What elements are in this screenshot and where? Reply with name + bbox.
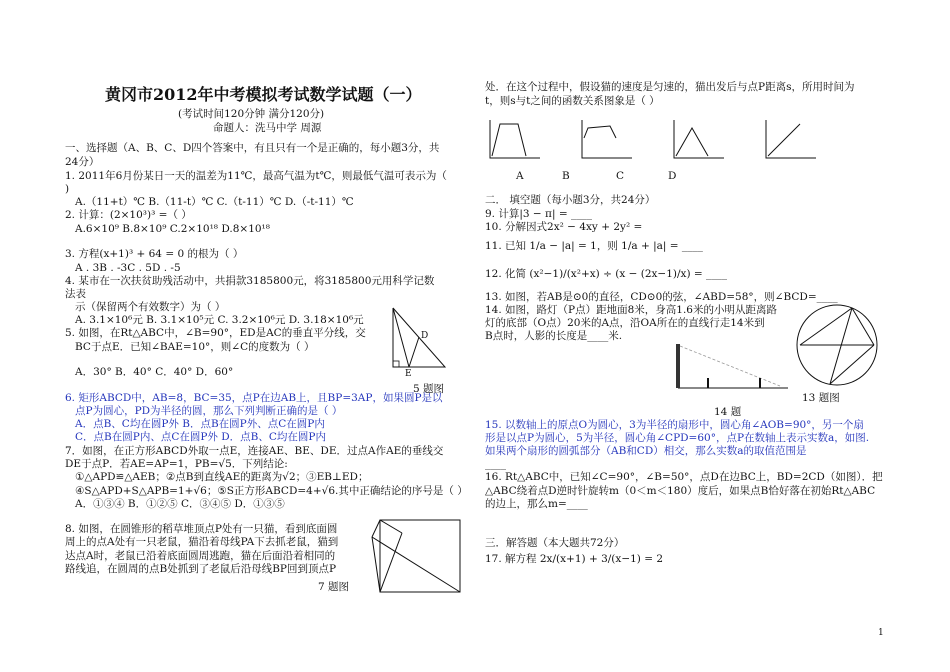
text-line-q8f: t，则s与t之间的函数关系图象是（ ） (485, 95, 660, 107)
q8-graph-D (766, 120, 816, 158)
text-line-q15d: ____ (485, 458, 506, 470)
text-line-q2: 2. 计算：(2×10³)³ =（ ） (65, 209, 192, 221)
figure-q7-square (318, 515, 468, 599)
q8-graph-C (674, 120, 724, 158)
text-line-q15c: 如果两个扇形的圆弧部分（AB和CD）相交，那么实数a的取值范围是 (485, 445, 807, 457)
text-line-s3: 三．解答题（本大题共72分） (485, 537, 625, 549)
text-line-q16: 16. Rt△ABC中，已知∠C=90°，∠B=50°，点D在边BC上，BD=2CD（如图）．把 (485, 471, 883, 483)
text-line-q15b: 形是以点P为圆心，5为半径，圆心角∠CPD=60°，点P在数轴上表示实数a，如图. (485, 432, 870, 444)
page-number: 1 (878, 628, 884, 638)
text-line-q7d: ④S△APD+S△APB=1+√6；⑤S正方形ABCD=4+√6.其中正确结论的序号是（ ） (75, 485, 468, 497)
text-line-q6: 6. 矩形ABCD中，AB=8，BC=35，点P在边AB上，且BP=3AP，如果圆P是以 (65, 392, 443, 404)
text-line-q4b: 法表 (65, 288, 86, 300)
text-line-q14: 14. 如图，路灯（P点）距地面8米，身高1.6米的小明从距离路 (485, 304, 777, 316)
q8-option-b: B (562, 170, 570, 182)
text-line-s1b: 24分） (65, 156, 100, 168)
q8-graph-B (582, 120, 632, 158)
text-line-q12: 12. 化简 (x²−1)/(x²+x) ÷ (x − (2x−1)/x) = ____ (485, 268, 728, 280)
exam-title: 黄冈市2012年中考模拟考试数学试题（一） (105, 85, 422, 104)
text-line-q1: 1. 2011年6月份某日一天的温差为11℃，最高气温为t℃，则最低气温可表示为（ (65, 170, 447, 182)
text-line-q4o: A. 3.1×10⁶元 B. 3.1×10⁵元 C. 3.2×10⁶元 D. 3.18×10⁶元 (75, 314, 364, 326)
fig5-label-c: E (405, 369, 412, 379)
text-line-q8c: 达点A时，老鼠已沿着底面圆周逃跑，猫在后面沿着相同的 (65, 550, 336, 562)
text-line-q6b: 点P为圆心，PD为半径的圆，那么下列判断正确的是（ ） (75, 405, 343, 417)
text-line-q7: 7．如图，在正方形ABCD外取一点E，连接AE、BE、DE．过点A作AE的垂线交 (65, 445, 444, 457)
text-line-q7b: DE于点P．若AE=AP=1，PB=√5．下列结论: (65, 458, 288, 470)
text-line-s1: 一、选择题（A、B、C、D四个答案中，有且只有一个是正确的，每小题3分，共 (65, 142, 440, 154)
text-line-q2o: A.6×10⁹ B.8×10⁹ C.2×10¹⁸ D.8×10¹⁸ (75, 223, 270, 235)
text-line-q3o: A . 3B . -3C . 5D . -5 (75, 262, 181, 274)
text-line-q1b: ) (65, 183, 70, 195)
text-line-q8: 8. 如图，在圆锥形的稻草堆顶点P处有一只猫，看到底面圆 (65, 523, 338, 535)
q8-option-a: A (516, 170, 524, 182)
text-line-q7o: A．①③④ B．①②⑤ C．③④⑤ D．①③⑤ (75, 498, 285, 510)
text-line-s2: 二． 填空题（每小题3分，共24分） (485, 194, 656, 206)
text-line-q8e: 处．在这个过程中，假设猫的速度是匀速的，猫出发后与点P距离s，所用时间为 (485, 81, 855, 93)
text-line-q11: 11. 已知 1/a − |a| = 1，则 1/a + |a| = ____ (485, 240, 703, 252)
text-line-q13: 13. 如图，若AB是⊙0的直径，CD⊙0的弦，∠ABD=58°，则∠BCD=____ (485, 291, 838, 303)
q8-option-d: D (668, 170, 677, 182)
text-line-q9: 9. 计算|3 − π| = ____ (485, 208, 592, 220)
text-line-q8d: 路线追，在圆周的点B处抓到了老鼠后沿母线BP回到顶点P (65, 563, 337, 575)
text-line-q3: 3. 方程(x+1)³ + 64 = 0 的根为（ ） (65, 248, 244, 260)
text-line-q14b: 灯的底部（O点）20米的A点，沿OA所在的直线行走14米到 (485, 317, 765, 329)
text-line-q16c: 的边上，那么m=____ (485, 498, 588, 510)
fig13-caption: 13 题图 (802, 392, 840, 404)
text-line-q7c: ①△APD≌△AEB；②点B到直线AE的距离为√2；③EB⊥ED； (75, 471, 369, 483)
text-line-q4c: 示（保留两个有效数字）为（ ） (75, 301, 226, 313)
text-line-q17: 17. 解方程 2x/(x+1) + 3/(x−1) = 2 (485, 553, 664, 565)
exam-info: (考试时间120分钟 满分120分) (178, 108, 325, 120)
text-line-q1o: A.（11+t）℃ B.（11-t）℃ C.（t-11）℃ D.（-t-11）℃ (75, 196, 354, 208)
text-line-q5: 5. 如图，在Rt△ABC中，∠B=90°，ED是AC的垂直平分线，交 (65, 327, 366, 339)
q8-graph-A (490, 120, 540, 158)
text-line-q4: 4. 某市在一次扶贫助残活动中，共捐款3185800元，将3185800元用科学记数 (65, 275, 435, 287)
text-line-q5b: BC于点E．已知∠BAE=10°，则∠C的度数为（ ） (75, 341, 315, 353)
text-line-q15: 15. 以数轴上的原点O为圆心，3为半径的扇形中，圆心角∠AOB=90°，另一个扇 (485, 419, 864, 431)
text-line-q10: 10. 分解因式2x² − 4xy + 2y² = (485, 221, 643, 233)
fig5-label-d: D (421, 331, 429, 341)
fig14-caption: 14 题 (714, 406, 742, 418)
fig7-caption: 7 题图 (318, 581, 350, 593)
figure-q14-lamp (668, 340, 798, 418)
text-line-q6o2: C．点B在圆P内、点C在圆P外 D．点B、C均在圆P内 (75, 431, 326, 443)
text-line-q8b: 周上的点A处有一只老鼠，猫沿着母线PA下去抓老鼠，猫到 (65, 536, 339, 548)
text-line-q5o: A．30° B．40° C．40° D．60° (75, 366, 234, 378)
figure-q5-triangle (385, 305, 455, 395)
exam-author: 命题人：洗马中学 周源 (213, 122, 322, 134)
fig5-caption: 5 题图 (413, 383, 445, 395)
text-line-q6o1: A．点B、C均在圆P外 B．点B在圆P外、点C在圆P内 (75, 418, 325, 430)
text-line-q16b: △ABC绕着点D逆时针旋转m（0＜m＜180）度后，如果点B恰好落在初始Rt△ABC (485, 485, 876, 497)
text-line-q14c: B点时，人影的长度是____米. (485, 330, 623, 342)
figure-q13-circle (792, 300, 892, 404)
q8-option-c: C (616, 170, 625, 182)
q8-graph-options (488, 118, 848, 172)
